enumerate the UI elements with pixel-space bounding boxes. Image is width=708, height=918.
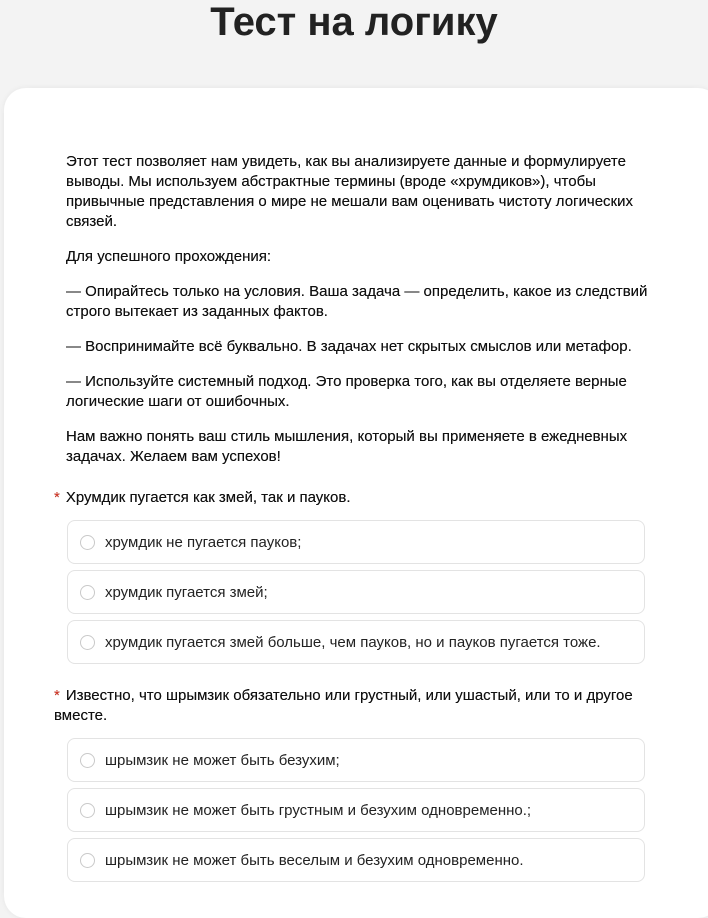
option-label: шрымзик не может быть веселым и безухим одновременно. (105, 851, 524, 869)
question-2-option-2[interactable] (67, 788, 645, 832)
required-mark: * (54, 687, 60, 704)
page-title: Тест на логику (210, 0, 498, 44)
intro-paragraph: — Воспринимайте всё буквально. В задачах нет скрытых смыслов или метафор. (66, 338, 632, 355)
question-1-option-2[interactable] (67, 570, 645, 614)
question-2-option-1[interactable] (67, 738, 645, 782)
required-mark: * (54, 489, 60, 506)
radio-button[interactable] (80, 853, 95, 868)
radio-button[interactable] (80, 535, 95, 550)
intro-text (66, 152, 656, 482)
question-text: Хрумдик пугается как змей, так и пауков. (65, 489, 351, 506)
intro-paragraph: Для успешного прохождения: (66, 248, 272, 265)
option-label: хрумдик не пугается пауков; (105, 533, 302, 551)
option-label: шрымзик не может быть безухим; (105, 751, 340, 769)
radio-button[interactable] (80, 635, 95, 650)
intro-paragraph: — Опирайтесь только на условия. Ваша задача — определить, какое из следствий строго вытекает из заданных фактов. (66, 283, 648, 320)
question-1-title (54, 488, 654, 508)
option-label: хрумдик пугается змей; (105, 583, 268, 601)
question-text: Известно, что шрымзик обязательно или грустный, или ушастый, или то и другое вместе. (54, 687, 633, 724)
intro-paragraph: — Используйте системный подход. Это проверка того, как вы отделяете верные логические шаги от ошибочных. (66, 373, 627, 410)
option-label: шрымзик не может быть грустным и безухим одновременно.; (105, 801, 532, 819)
radio-button[interactable] (80, 585, 95, 600)
question-1-option-1[interactable] (67, 520, 645, 564)
question-2-option-3[interactable] (67, 838, 645, 882)
question-1-option-3[interactable] (67, 620, 645, 664)
intro-paragraph: Нам важно понять ваш стиль мышления, который вы применяете в ежедневных задачах. Желаем вам успехов! (66, 428, 628, 465)
question-2-title (54, 686, 654, 726)
radio-button[interactable] (80, 753, 95, 768)
option-label: хрумдик пугается змей больше, чем пауков, но и пауков пугается тоже. (105, 633, 601, 651)
radio-button[interactable] (80, 803, 95, 818)
intro-paragraph: Этот тест позволяет нам увидеть, как вы анализируете данные и формулируете выводы. Мы используем абстрактные термины (вроде «хрумдиков»), чтобы привычные представления о мире не мешали вам оценивать чистоту логических связей. (66, 153, 633, 230)
